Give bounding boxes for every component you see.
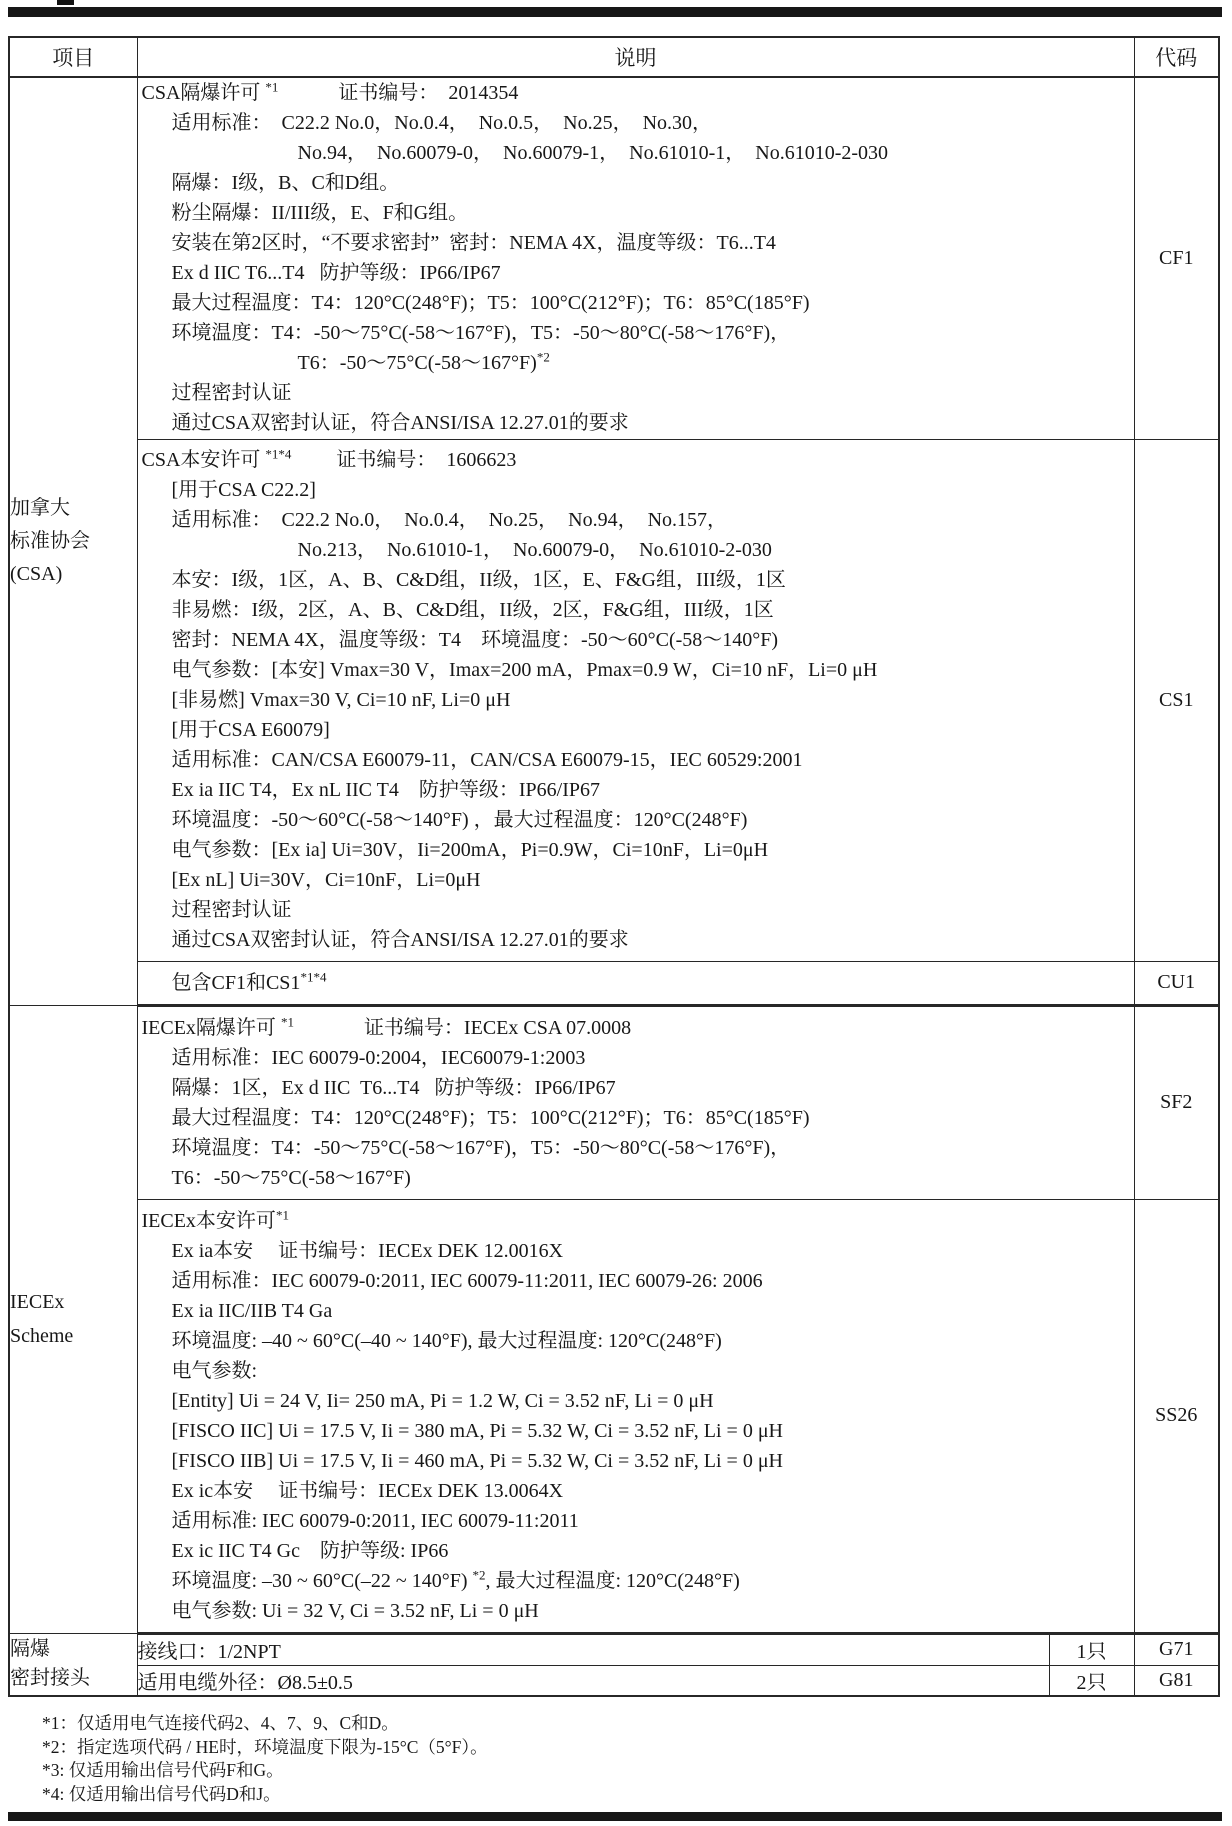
spec-line: IECEx本安许可$^{*1}$: [141, 1206, 289, 1232]
item-label-line: 密封接头: [10, 1667, 90, 1689]
spec-line: 包含CF1和$CS1^{*1*4}$: [171, 968, 327, 994]
spec-line: [FISCO IIB] Ui = 17.5 V, Ii = 460 mA, Pi = 5.32 W, Ci = 3.52 nF, Li = 0 μH: [171, 1449, 784, 1472]
row-gland-g81: [9, 1665, 1219, 1696]
spec-line: 本安：I级，1区，A、B、C&D组，II级，1区，E、F&G组，III级，1区: [171, 569, 786, 591]
description-csa-intrinsically-safe: [137, 439, 1134, 961]
spec-line: [用于CSA C22.2]: [171, 479, 316, 501]
spec-line: [用于CSA E60079]: [171, 719, 330, 741]
spec-line: 适用标准： C22.2 No.0，No.0.4， No.0.5， No.25， No.30，: [171, 112, 713, 135]
item-label-line: IECEx: [10, 1291, 65, 1313]
top-rule: [8, 7, 1222, 17]
spec-line: IECEx隔爆许可 $^{*1}$ 证书编号：IECEx CSA 07.0008: [141, 1013, 632, 1039]
spec-line: 环境温度：T4：-50～75°C(-58～167°F)，T5：-50～80°C(-58～176°F)，: [171, 322, 791, 345]
code-cf1: CF1: [1134, 77, 1219, 439]
spec-line: 通过CSA双密封认证，符合ANSI/ISA 12.27.01的要求: [171, 412, 629, 435]
spec-line: CSA隔爆许可 $^{*1}$ 证书编号： 2014354: [141, 79, 519, 105]
spec-line: 通过CSA双密封认证，符合ANSI/ISA 12.27.01的要求: [171, 929, 629, 951]
spec-line: 电气参数: Ui = 32 V, Ci = 3.52 nF, Li = 0 μH: [171, 1599, 539, 1622]
description-csa-combined: [137, 961, 1134, 1005]
description-csa-flameproof: [137, 77, 1134, 439]
spec-line: 电气参数：[本安] Vmax=30 V，Imax=200 mA，Pmax=0.9 W，Ci=10 nF，Li=0 μH: [171, 659, 878, 681]
code-cu1: CU1: [1134, 961, 1219, 1005]
quantity-g81: 2只: [1049, 1665, 1134, 1696]
table-header-row: [9, 37, 1219, 77]
spec-line: 隔爆：1区，Ex d IIC T6...T4 防护等级：IP66/IP67: [171, 1076, 616, 1099]
row-iecex-flameproof: [9, 1005, 1219, 1199]
spec-line: 环境温度：-50～60°C(-58～140°F) ，最大过程温度：120°C(248°F): [171, 809, 748, 831]
spec-line: [FISCO IIC] Ui = 17.5 V, Ii = 380 mA, Pi = 5.32 W, Ci = 3.52 nF, Li = 0 μH: [171, 1419, 784, 1442]
code-sf2: SF2: [1134, 1005, 1219, 1199]
spec-line: Ex ic IIC T4 Gc 防护等级: IP66: [171, 1539, 449, 1562]
spec-line: No.213， No.61010-1， No.60079-0， No.61010-2-030: [297, 539, 772, 561]
item-label-csa: [9, 77, 137, 1005]
footnotes: [42, 1712, 488, 1806]
spec-line: T6：-50～75°C(-58～167°F)$^{*2}$: [297, 349, 550, 375]
row-csa-intrinsically-safe: [9, 439, 1219, 961]
row-gland-g71: [9, 1633, 1219, 1665]
certification-table: [8, 36, 1220, 1697]
spec-line: No.94， No.60079-0， No.60079-1， No.61010-1， No.61010-2-030: [297, 142, 889, 165]
item-label-line: Scheme: [10, 1325, 74, 1347]
spec-line: Ex ia本安 证书编号：IECEx DEK 12.0016X: [171, 1239, 564, 1262]
code-ss26: SS26: [1134, 1199, 1219, 1633]
description-iecex-intrinsically-safe: [137, 1199, 1134, 1633]
spec-line: 密封：NEMA 4X，温度等级：T4 环境温度：-50～60°C(-58～140°F): [171, 629, 779, 651]
spec-line: [Ex nL] Ui=30V，Ci=10nF，Li=0μH: [171, 869, 481, 891]
spec-line: CSA本安许可 $^{*1*4}$ 证书编号： 1606623: [141, 446, 517, 471]
item-label-line: 加拿大: [10, 496, 70, 519]
spec-line: Ex ic本安 证书编号：IECEx DEK 13.0064X: [171, 1479, 564, 1502]
code-g81: G81: [1134, 1665, 1219, 1696]
spec-line: Ex d IIC T6...T4 防护等级：IP66/IP67: [171, 262, 501, 285]
item-label-iecex: [9, 1005, 137, 1633]
spec-line: 适用标准：IEC 60079-0:2004，IEC60079-1:2003: [171, 1046, 586, 1069]
spec-line: T6：-50～75°C(-58～167°F): [171, 1166, 411, 1189]
column-header-code: 代码: [1134, 37, 1219, 77]
item-label-line: 隔爆: [10, 1638, 50, 1660]
spec-line: Ex ia IIC T4，Ex nL IIC T4 防护等级：IP66/IP67: [171, 779, 600, 801]
column-header-item: 项目: [9, 37, 137, 77]
spec-line: Ex ia IIC/IIB T4 Ga: [171, 1299, 333, 1322]
spec-line: 环境温度: –40 ~ 60°C(–40 ~ 140°F), 最大过程温度: 120°C(248°F): [171, 1329, 722, 1352]
description-gland-g81: 适用电缆外径：Ø8.5±0.5: [137, 1665, 1049, 1696]
spec-line: 粉尘隔爆：II/III级，E、F和G组。: [171, 202, 469, 225]
spec-line: 过程密封认证: [171, 899, 292, 921]
bottom-rule: [8, 1812, 1222, 1821]
spec-line: [非易燃] Vmax=30 V, Ci=10 nF, Li=0 μH: [171, 689, 511, 711]
spec-line: 最大过程温度：T4：120°C(248°F)；T5：100°C(212°F)；T6：85°C(185°F): [171, 1106, 810, 1129]
footnote-line: *4: 仅适用输出信号代码D和J。: [42, 1783, 281, 1804]
item-label-gland: [9, 1633, 137, 1696]
item-label-line: (CSA): [10, 562, 63, 585]
code-g71: G71: [1134, 1633, 1219, 1665]
spec-line: 适用标准：CAN/CSA E60079-11，CAN/CSA E60079-15，IEC 60529:2001: [171, 749, 803, 771]
row-csa-flameproof: [9, 77, 1219, 439]
page-edge-mark: [57, 0, 74, 5]
quantity-g71: 1只: [1049, 1633, 1134, 1665]
column-header-description: 说明: [137, 37, 1134, 77]
description-gland-g71: 接线口：1/2NPT: [137, 1633, 1049, 1665]
spec-line: 过程密封认证: [171, 382, 292, 405]
row-iecex-intrinsically-safe: [9, 1199, 1219, 1633]
spec-line: 非易燃：I级，2区，A、B、C&D组，II级，2区，F&G组，III级，1区: [171, 599, 774, 621]
spec-line: 环境温度: –30 ~ 60°C(–22 ~ 140°F) $^{*2}$, 最大过程温度: 120°C(248°F): [171, 1566, 740, 1592]
footnote-line: *3: 仅适用输出信号代码F和G。: [42, 1760, 284, 1780]
spec-line: 适用标准: IEC 60079-0:2011, IEC 60079-11:2011: [171, 1509, 579, 1532]
spec-line: 电气参数:: [171, 1359, 258, 1382]
spec-line: 安装在第2区时，“不要求密封” 密封：NEMA 4X，温度等级：T6...T4: [171, 232, 776, 255]
spec-line: 适用标准： C22.2 No.0， No.0.4， No.25， No.94， No.157，: [171, 509, 728, 531]
description-iecex-flameproof: [137, 1005, 1134, 1199]
footnote-line: *1：仅适用电气连接代码2、4、7、9、C和D。: [42, 1713, 399, 1733]
code-cs1: CS1: [1134, 439, 1219, 961]
spec-line: 隔爆：I级，B、C和D组。: [171, 172, 400, 195]
spec-line: 环境温度：T4：-50～75°C(-58～167°F)，T5：-50～80°C(-58～176°F)，: [171, 1136, 791, 1159]
spec-line: 适用标准：IEC 60079-0:2011, IEC 60079-11:2011, IEC 60079-26: 2006: [171, 1269, 763, 1292]
spec-line: 最大过程温度：T4：120°C(248°F)；T5：100°C(212°F)；T6：85°C(185°F): [171, 292, 810, 315]
spec-line: [Entity] Ui = 24 V, Ii= 250 mA, Pi = 1.2 W, Ci = 3.52 nF, Li = 0 μH: [171, 1389, 714, 1412]
item-label-line: 标准协会: [10, 529, 90, 552]
row-csa-combined: [9, 961, 1219, 1005]
spec-line: 电气参数：[Ex ia] Ui=30V，Ii=200mA，Pi=0.9W，Ci=10nF，Li=0μH: [171, 839, 769, 861]
footnote-line: *2：指定选项代码 / HE时，环境温度下限为-15°C（5°F）。: [42, 1736, 488, 1757]
